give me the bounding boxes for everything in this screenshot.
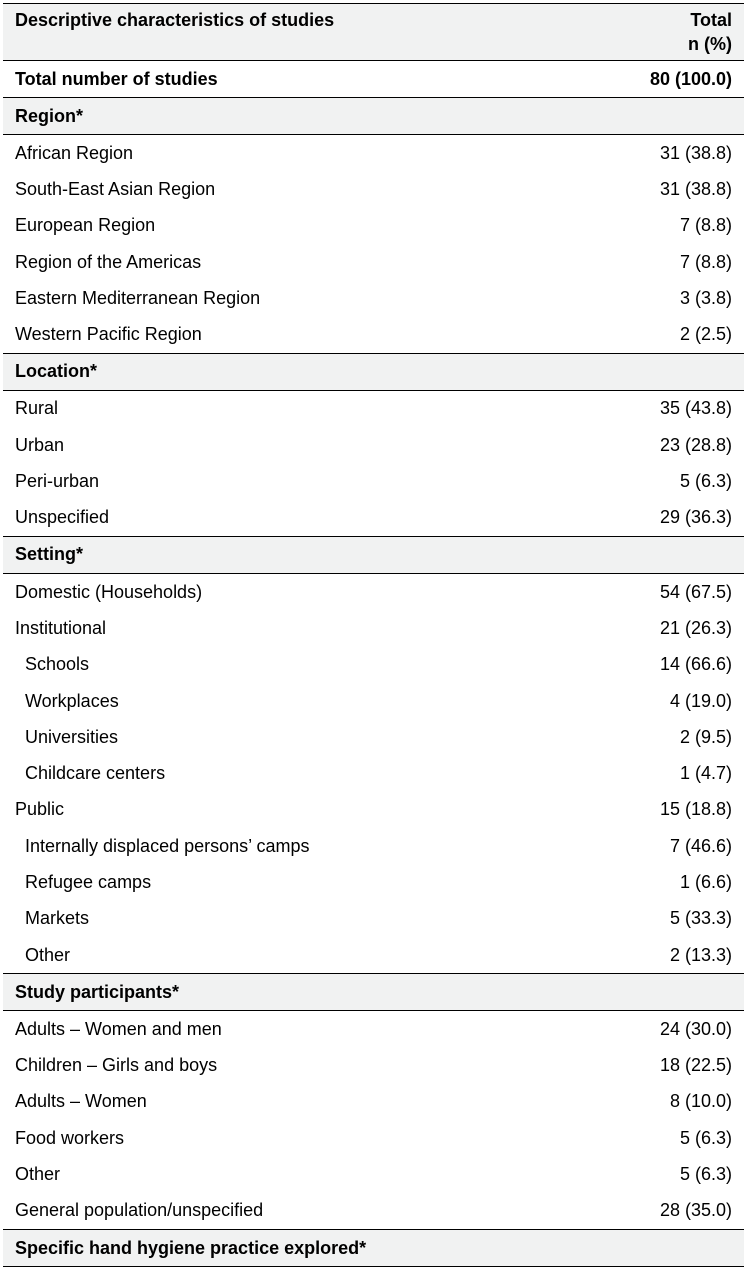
row-value: 28 (35.0) [659,1200,732,1221]
section-title: Location* [3,353,744,390]
row-label: Markets [25,908,90,929]
row-label: General population/unspecified [15,1200,264,1221]
row-value: 2 (9.5) [679,726,732,747]
section-header-row [3,353,744,390]
table-row [3,1084,744,1120]
table-row [3,1156,744,1192]
row-value: 14 (66.6) [659,654,732,675]
row-value: 1 (4.7) [679,763,732,784]
table-row [3,937,744,974]
table-row [3,647,744,683]
table-row [3,427,744,463]
table-row [3,135,744,172]
row-label: Schools [25,654,90,675]
row-label: Food workers [15,1127,125,1148]
row-value: 7 (8.8) [679,251,732,272]
row-value: 5 (33.3) [669,908,732,929]
row-value: 3 (3.8) [679,287,732,308]
row-label: Unspecified [15,507,110,528]
table-row [3,755,744,791]
table-row [3,828,744,864]
table-row [3,316,744,353]
row-label: Workplaces [25,690,119,711]
row-label: Refugee camps [25,871,152,892]
row-value: 1 (6.6) [679,871,732,892]
row-label: European Region [15,215,156,236]
row-label: Institutional [15,617,107,638]
row-value: 5 (6.3) [679,1164,732,1185]
row-value: 5 (6.3) [679,1127,732,1148]
row-value: 5 (6.3) [679,471,732,492]
row-value: 21 (26.3) [659,617,732,638]
table-row [3,719,744,755]
header-label: Descriptive characteristics of studies [15,10,335,30]
table-row [3,1193,744,1230]
row-value: 4 (19.0) [669,690,732,711]
total-label: Total number of studies [3,61,569,98]
table-row [3,500,744,537]
row-label: Other [25,944,71,965]
section-title: Study participants* [3,974,744,1011]
header-total-line2: n (%) [688,34,732,54]
row-label: African Region [15,142,134,163]
row-label: Rural [15,398,59,419]
row-value: 7 (8.8) [679,215,732,236]
characteristics-table [3,3,744,1267]
row-value: 18 (22.5) [659,1055,732,1076]
row-label: Peri-urban [15,471,100,492]
row-label: Public [15,799,65,820]
row-label: Adults – Women [15,1091,147,1112]
row-value: 31 (38.8) [659,142,732,163]
row-value: 29 (36.3) [659,507,732,528]
row-value: 2 (13.3) [669,944,732,965]
row-label: Urban [15,434,65,455]
table-row [3,1011,744,1048]
row-value: 54 (67.5) [659,581,732,602]
table-row [3,208,744,244]
row-label: Internally displaced persons’ camps [25,835,310,856]
row-value: 8 (10.0) [669,1091,732,1112]
table-body [3,4,744,1267]
section-header-row [3,1230,744,1267]
row-value: 2 (2.5) [679,324,732,345]
section-header-row [3,536,744,573]
section-title: Setting* [3,536,744,573]
table-row [3,792,744,828]
row-value: 7 (46.6) [669,835,732,856]
row-label: Eastern Mediterranean Region [15,287,261,308]
row-label: Western Pacific Region [15,324,202,345]
table-row [3,1048,744,1084]
table-row [3,901,744,937]
row-value: 24 (30.0) [659,1018,732,1039]
row-label: South-East Asian Region [15,178,216,199]
row-label: Children – Girls and boys [15,1055,218,1076]
row-value: 31 (38.8) [659,178,732,199]
row-label: Region of the Americas [15,251,202,272]
table-header-row [3,4,744,61]
table-row [3,171,744,207]
total-row [3,61,744,98]
table-row [3,244,744,280]
row-value: 35 (43.8) [659,398,732,419]
section-header-row [3,974,744,1011]
row-label: Domestic (Households) [15,581,203,602]
row-value: 23 (28.8) [659,434,732,455]
header-total-line1: Total [690,10,732,30]
table-row [3,390,744,427]
table-row [3,864,744,900]
table-row [3,610,744,646]
row-value: 15 (18.8) [659,799,732,820]
total-value: 80 (100.0) [569,61,744,98]
row-label: Other [15,1164,61,1185]
table-row [3,1120,744,1156]
section-title: Region* [3,98,744,135]
table-row [3,463,744,499]
header-total-column [569,4,744,61]
section-title: Specific hand hygiene practice explored* [3,1230,744,1267]
row-label: Universities [25,726,119,747]
table-row [3,573,744,610]
row-label: Childcare centers [25,763,166,784]
section-header-row [3,98,744,135]
table-row [3,683,744,719]
row-label: Adults – Women and men [15,1018,222,1039]
table-row [3,280,744,316]
